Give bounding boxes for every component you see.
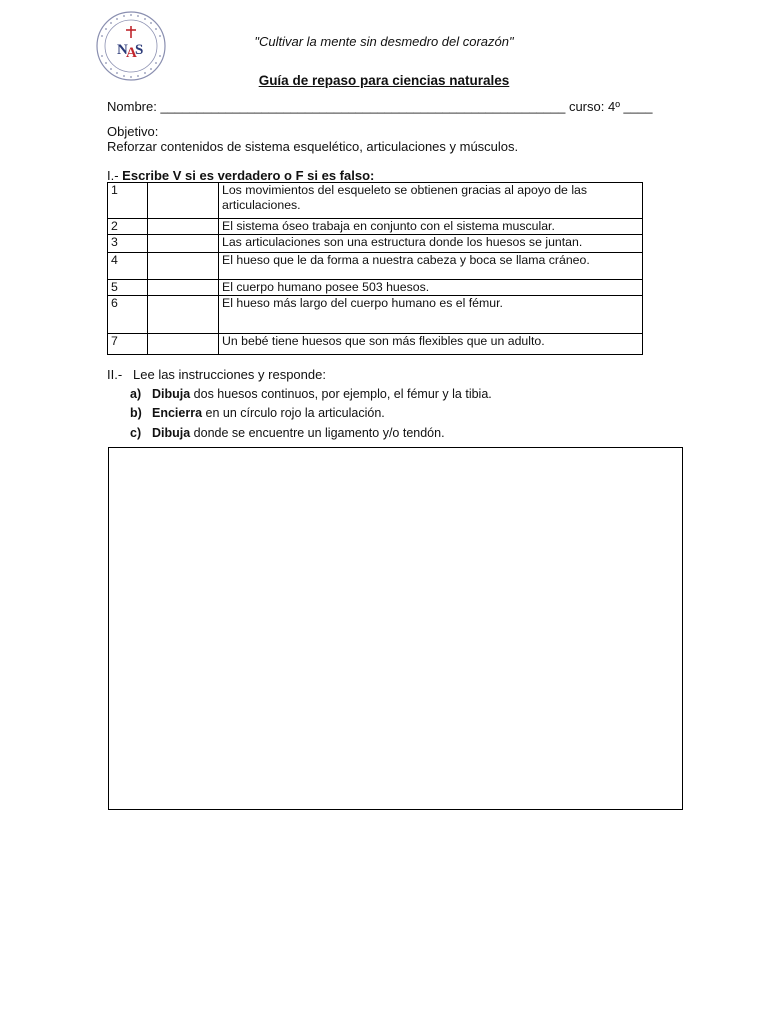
statement-text: Los movimientos del esqueleto se obtienen gracias al apoyo de las articulaciones.: [219, 183, 643, 219]
statement-text: El hueso que le da forma a nuestra cabeza y boca se llama cráneo.: [219, 253, 643, 280]
svg-text:N: N: [117, 42, 128, 58]
list-item: [130, 426, 445, 440]
true-false-table: [107, 182, 643, 355]
answer-cell[interactable]: [148, 280, 219, 296]
objective-label: Objetivo:: [107, 124, 159, 139]
objective-text: Reforzar contenidos de sistema esquelético, articulaciones y músculos.: [107, 139, 519, 154]
row-number: 4: [108, 253, 148, 280]
answer-cell[interactable]: [148, 219, 219, 235]
answer-cell[interactable]: [148, 296, 219, 334]
section-2-prefix: II.-: [107, 367, 123, 382]
svg-text:S: S: [135, 42, 144, 58]
table-row: [108, 296, 643, 334]
row-number: 6: [108, 296, 148, 334]
statement-text: Las articulaciones son una estructura donde los huesos se juntan.: [219, 235, 643, 253]
page-title: Guía de repaso para ciencias naturales: [258, 73, 510, 88]
list-item: [130, 387, 492, 401]
school-motto: "Cultivar la mente sin desmedro del corazón": [254, 34, 514, 49]
row-number: 2: [108, 219, 148, 235]
svg-text:A: A: [126, 45, 137, 61]
statement-text: Un bebé tiene huesos que son más flexibles que un adulto.: [219, 334, 643, 355]
answer-cell[interactable]: [148, 253, 219, 280]
item-verb: Dibuja: [152, 426, 191, 440]
section-2-instruction: Lee las instrucciones y responde:: [133, 367, 326, 382]
answer-cell[interactable]: [148, 334, 219, 355]
section-2-heading: [107, 367, 326, 382]
table-row: [108, 219, 643, 235]
item-text: dos huesos continuos, por ejemplo, el fémur y la tibia.: [190, 387, 492, 401]
row-number: 5: [108, 280, 148, 296]
table-row: [108, 253, 643, 280]
row-number: 7: [108, 334, 148, 355]
answer-cell[interactable]: [148, 235, 219, 253]
name-course-line: Nombre: ________________________________________________________ curso: 4º ____: [107, 99, 653, 114]
section-1-instruction: Escribe V si es verdadero o F si es falso:: [122, 168, 375, 183]
table-row: [108, 334, 643, 355]
item-text: en un círculo rojo la articulación.: [202, 406, 385, 420]
drawing-area[interactable]: [108, 447, 683, 810]
section-1-prefix: I.-: [107, 168, 123, 183]
item-label: a): [130, 387, 142, 401]
table-row: [108, 183, 643, 219]
row-number: 1: [108, 183, 148, 219]
statement-text: El cuerpo humano posee 503 huesos.: [219, 280, 643, 296]
item-label: c): [130, 426, 142, 440]
item-verb: Dibuja: [152, 387, 191, 401]
item-text: donde se encuentre un ligamento y/o tendón.: [190, 426, 445, 440]
list-item: [130, 406, 385, 420]
answer-cell[interactable]: [148, 183, 219, 219]
row-number: 3: [108, 235, 148, 253]
table-row: [108, 235, 643, 253]
section-1-heading: [107, 168, 374, 183]
table-row: [108, 280, 643, 296]
item-label: b): [130, 406, 142, 420]
statement-text: El hueso más largo del cuerpo humano es el fémur.: [219, 296, 643, 334]
item-verb: Encierra: [152, 406, 203, 420]
statement-text: El sistema óseo trabaja en conjunto con el sistema muscular.: [219, 219, 643, 235]
